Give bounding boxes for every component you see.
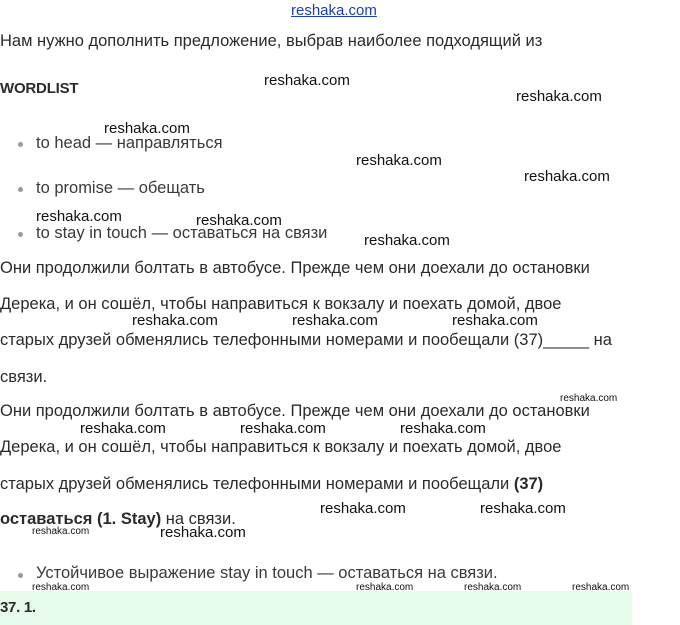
answer-text: 37. 1. xyxy=(0,599,36,616)
watermark: reshaka.com xyxy=(560,393,618,404)
watermark: reshaka.com xyxy=(132,312,218,329)
watermark: reshaka.com xyxy=(464,582,522,593)
bullet-dot-icon xyxy=(18,232,23,237)
answer-box xyxy=(0,591,632,625)
watermark: reshaka.com xyxy=(572,582,630,593)
watermark: reshaka.com xyxy=(196,212,282,229)
watermark: reshaka.com xyxy=(356,582,414,593)
bullet-dot-icon xyxy=(18,187,23,192)
answer-word: оставаться (1. Stay) xyxy=(0,510,162,528)
watermark: reshaka.com xyxy=(32,526,90,537)
passage2-line: Они продолжили болтать в автобусе. Прежде чем они доехали до остановки xyxy=(0,402,590,420)
site-link[interactable]: reshaka.com xyxy=(291,2,377,19)
watermark: reshaka.com xyxy=(364,232,450,249)
explanation-text: Устойчивое выражение stay in touch — оставаться на связи. xyxy=(36,564,498,582)
watermark: reshaka.com xyxy=(36,208,122,225)
watermark: reshaka.com xyxy=(240,420,326,437)
watermark: reshaka.com xyxy=(480,500,566,517)
list-item: to stay in touch — оставаться на связи xyxy=(36,224,328,242)
list-item: to head — направляться xyxy=(36,134,223,152)
passage1-line: старых друзей обменялись телефонными номерами и пообещали (37)_____ на xyxy=(0,331,612,349)
watermark: reshaka.com xyxy=(264,72,350,89)
watermark: reshaka.com xyxy=(524,168,610,185)
list-item: to promise — обещать xyxy=(36,179,205,197)
intro-text: Нам нужно дополнить предложение, выбрав наиболее подходящий из xyxy=(0,32,543,50)
blank-number: (37) xyxy=(513,475,544,493)
watermark: reshaka.com xyxy=(104,120,190,137)
passage1-line: связи. xyxy=(0,368,48,386)
watermark: reshaka.com xyxy=(356,152,442,169)
passage2-tail: на связи. xyxy=(165,510,236,528)
wordlist-heading: WORDLIST xyxy=(0,80,79,97)
watermark: reshaka.com xyxy=(452,312,538,329)
passage2-line xyxy=(0,475,543,494)
passage1-line: Они продолжили болтать в автобусе. Прежде чем они доехали до остановки xyxy=(0,259,590,277)
passage2-line-text: старых друзей обменялись телефонными номерами и пообещали xyxy=(0,475,510,493)
watermark: reshaka.com xyxy=(80,420,166,437)
watermark: reshaka.com xyxy=(400,420,486,437)
watermark: reshaka.com xyxy=(32,582,90,593)
passage2-line: Дерека, и он сошёл, чтобы направиться к вокзалу и поехать домой, двое xyxy=(0,438,562,456)
bullet-dot-icon xyxy=(18,573,23,578)
passage1-line: Дерека, и он сошёл, чтобы направиться к вокзалу и поехать домой, двое xyxy=(0,295,562,313)
cut-off-line xyxy=(0,67,300,75)
watermark: reshaka.com xyxy=(320,500,406,517)
watermark: reshaka.com xyxy=(516,88,602,105)
watermark: reshaka.com xyxy=(292,312,378,329)
bullet-dot-icon xyxy=(18,142,23,147)
watermark: reshaka.com xyxy=(160,524,246,541)
